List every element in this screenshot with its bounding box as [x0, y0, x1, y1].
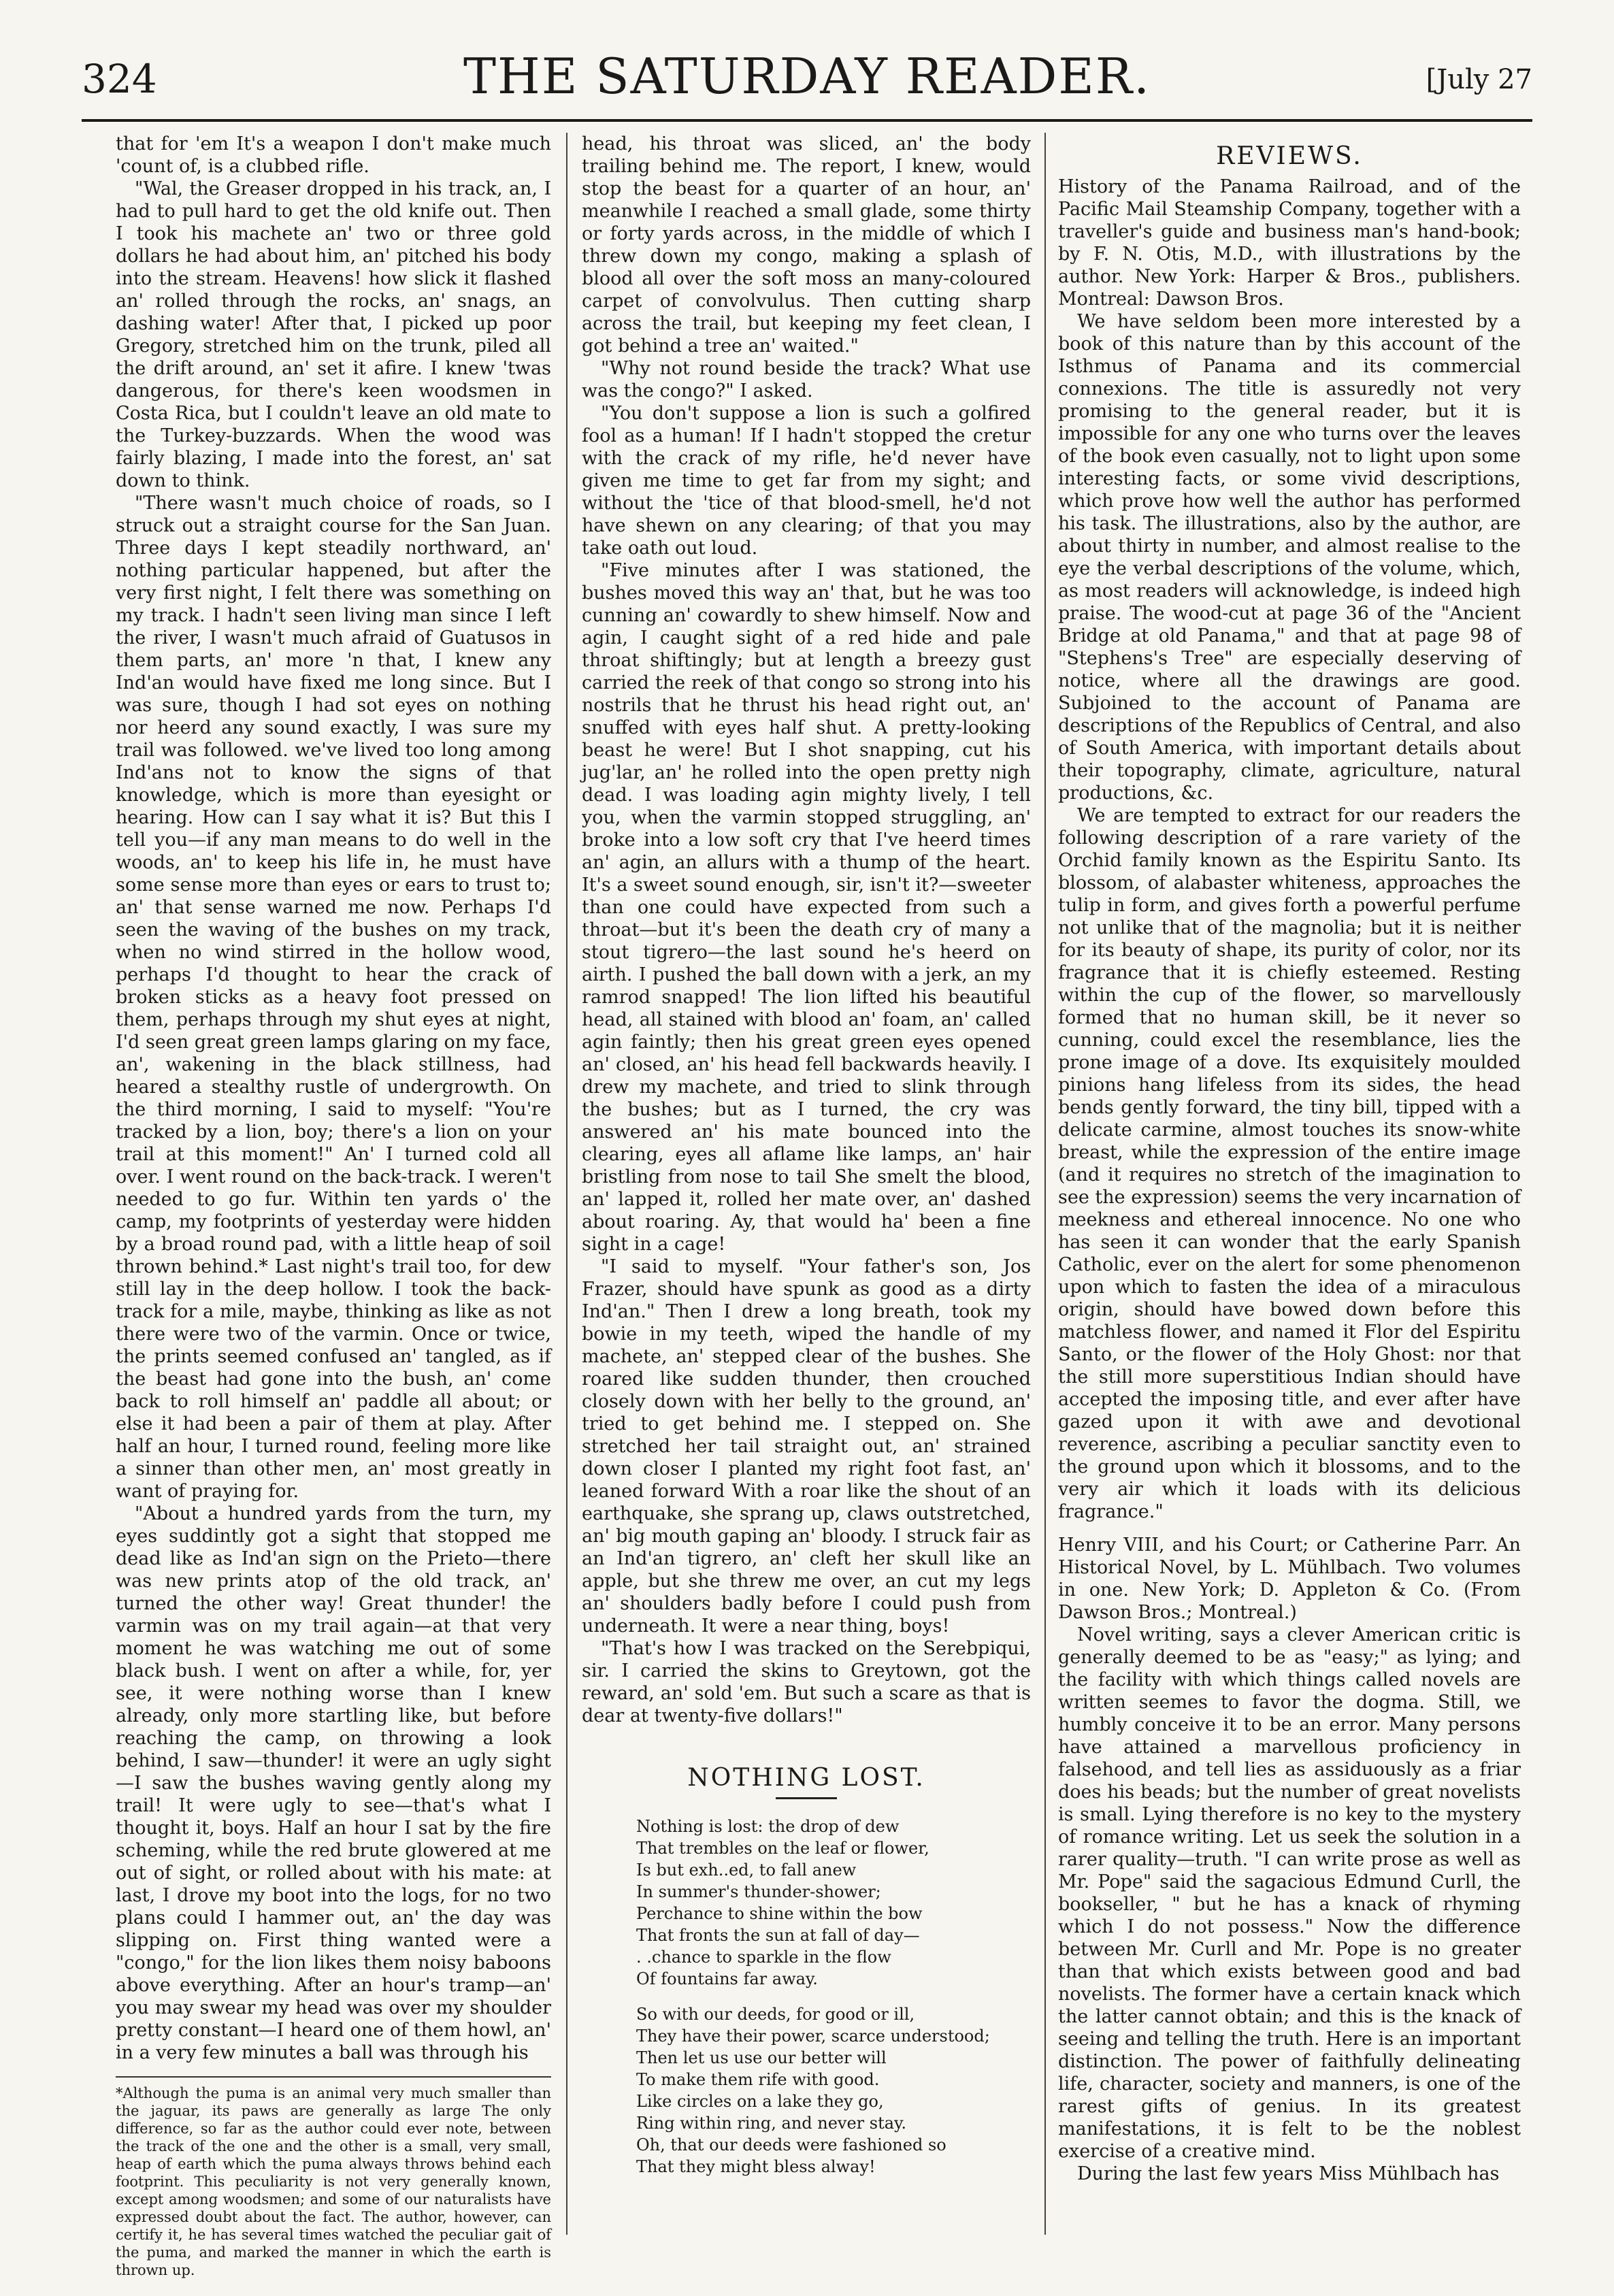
- issue-date: [July 27: [1426, 64, 1532, 95]
- review-heading: Henry VIII, and his Court; or Catherine Parr. An Historical Novel, by L. Mühlbach. Two volumes in one. New York; D. Appleton & Co. (From Dawson Bros.; Montreal.): [1058, 1535, 1521, 1623]
- poem-stanza: [636, 2003, 1004, 2178]
- poem-line: Then let us use our better will: [636, 2048, 887, 2067]
- paragraph: "Five minutes after I was stationed, the bushes moved this way an' that, but he was too cunning an' cowardly to shew himself. Now and agin, I caught sight of a red hide and pale throat shiftingly; but at length a breezy gust carried the reek of that congo so strong into his nostrils that he thrust his head right out, an' snuffed with eyes half shut. A pretty-looking beast he were! But I shot snapping, cut his jug'lar, an' he rolled into the open pretty nigh dead. I was loading agin mighty lively, I tell you, when the varmin stopped struggling, an' broke into a low soft cry that I've heerd times an' agin, an allurs with a thump of the heart. It's a sweet sound enough, sir, isn't it?—sweeter than one could have expected from such a throat—but it's been the death cry of many a stout tigrero—the last sound he's heerd on airth. I pushed the ball down with a jerk, an my ramrod snapped! The lion lifted his beautiful head, all stained with blood an' foam, an' called agin faintly; then his great green eyes opened an' closed, an' his head fell backwards heavily. I drew my machete, and tried to slink through the bushes; but as I turned, the cry was answered an' his mate bounced into the clearing, eyes all aflame like lamps, an' hair bristling from nose to tail She smelt the blood, an' lapped it, rolled her mate over, an' dashed about roaring. Ay, that would ha' been a fine sight in a cage!: [582, 560, 1031, 1255]
- paragraph: We have seldom been more interested by a book of this nature than by this account of the Isthmus of Panama and its commercial connexions. The title is assuredly not very promising to the general reader, but it is impossible for any one who turns over the leaves of the book even casually, not to light upon some interesting facts, or some vivid descriptions, which prove how well the author has performed his task. The illustrations, also by the author, are about thirty in number, and almost realise to the eye the verbal descriptions of the volume, which, as most readers will acknowledge, is indeed high praise. The wood-cut at page 36 of the "Ancient Bridge at old Panama," and that at page 98 of "Stephens's Tree" are especially deserving of notice, where all the drawings are good. Subjoined to the account of Panama are descriptions of the Republics of Central, and also of South America, with important details about their topography, climate, agriculture, natural productions, &c.: [1058, 311, 1521, 804]
- poem: [636, 1816, 1004, 2178]
- poem-line: They have their power, scarce understood;: [636, 2027, 990, 2046]
- poem-line: Of fountains far away.: [636, 1969, 818, 1988]
- paragraph: We are tempted to extract for our readers the following description of a rare variety of the Orchid family known as the Espiritu Santo. Its blossom, of alabaster whiteness, approaches the tulip in form, and gives forth a powerful perfume not unlike that of the magnolia; but it is neither for its beauty of shape, its purity of color, nor its fragrance that it is chiefly esteemed. Resting within the cup of the flower, so marvellously formed that no human skill, be it never so cunning, could excel the resemblance, lies the prone image of a dove. Its exquisitely moulded pinions hang lifeless from its sides, the head bends gently forward, the tiny bill, tipped with a delicate carmine, almost touches its snow-white breast, while the expression of the entire image (and it requires no stretch of the imagination to see the expression) seems the very incarnation of meekness and ethereal innocence. No one who has seen it can wonder that the early Spanish Catholic, ever on the alert for some phenomenon upon which to fasten the idea of a miraculous origin, should have bowed down before this matchless flower, and named it Flor del Espiritu Santo, or the flower of the Holy Ghost: nor that the still more superstitious Indian should have accepted the imposing title, and ever after have gazed upon it with awe and devotional reverence, ascribing a peculiar sanctity even to the ground upon which it blossoms, and to the very air which it loads with its delicious fragrance.": [1058, 805, 1521, 1522]
- masthead: THE SATURDAY READER.: [463, 48, 1151, 105]
- column-divider: [1044, 133, 1046, 2235]
- poem-line: Ring within ring, and never stay.: [636, 2114, 907, 2133]
- column-1: [116, 133, 551, 2278]
- section-title-reviews: REVIEWS.: [1216, 142, 1363, 170]
- paragraph: "There wasn't much choice of roads, so I struck out a straight course for the San Juan. Three days I kept steadily northward, an' nothing particular happened, but after the very first night, I felt there was something on my track. I hadn't seen living man since I left the river, I wasn't much afraid of Guatusos in them parts, an' more 'n that, I knew any Ind'an would have fixed me long since. But I was sure, though I had sot eyes on nothing nor heerd any sound exactly, I was sure my trail was followed. we've lived too long among Ind'ans not to know the signs of that knowledge, which is more than eyesight or hearing. How can I say what it is? But this I tell you—if any man means to do well in the woods, an' to keep his life in, he must have some sense more than eyes or ears to trust to; an' that sense warned me now. Perhaps I'd seen the waving of the bushes on my track, when no wind stirred in the hollow wood, perhaps I'd thought to hear the crack of broken sticks as a heavy foot pressed on them, perhaps through my shut eyes at night, I'd seen great green lamps glaring on my face, an', wakening in the black stillness, had heared a stealthy rustle of undergrowth. On the third morning, I said to myself: "You're tracked by a lion, boy; there's a lion on your trail at this moment!" An' I turned cold all over. I went round on the back-track. I weren't needed to go fur. Within ten yards o' the camp, my footprints of yesterday were hidden by a broad round pad, with a little heap of soil thrown behind.* Last night's trail too, for dew still lay in the deep hollow. I took the back-track for a mile, maybe, thinking as like as not there were two of the varmin. Once or twice, the prints seemed confused an' tangled, as if the beast had gone into the bush, an' come back to roll himself an' paddle all about; or else it had been a pair of them at play. After half an hour, I turned round, feeling more like a sinner than other men, an' most greatly in want of praying for.: [116, 493, 551, 1502]
- paragraph: that for 'em It's a weapon I don't make much 'count of, is a clubbed rifle.: [116, 133, 551, 177]
- poem-line: Is but exh..ed, to fall anew: [636, 1860, 857, 1880]
- poem-title: NOTHING LOST.: [687, 1764, 925, 1792]
- review-heading: History of the Panama Railroad, and of the Pacific Mail Steamship Company, together with a traveller's guide and business man's hand-book; by F. N. Otis, M.D., with illustrations by the author. New York: Harper & Bros., publishers. Montreal: Dawson Bros.: [1058, 176, 1521, 310]
- footnote-text: *Although the puma is an animal very much smaller than the jaguar, its paws are generally as large The only difference, so far as the author could ever note, between the track of the one and the other is a small, very small, heap of earth which the puma always throws behind each footprint. This peculiarity is not very generally known, except among woodsmen; and some of our naturalists have expressed doubt about the fact. The author, however, can certify it, he has several times watched the peculiar gait of the puma, and marked the manner in which the earth is thrown up.: [116, 2085, 551, 2278]
- poem-stanza: [636, 1816, 1004, 1990]
- title-rule: [776, 1797, 837, 1799]
- page-number: 324: [82, 56, 157, 102]
- poem-line: To make them rife with good.: [636, 2070, 880, 2089]
- poem-line: In summer's thunder-shower;: [636, 1882, 881, 1901]
- paragraph: "That's how I was tracked on the Serebpiqui, sir. I carried the skins to Greytown, got the reward, an' sold 'em. But such a scare as that is dear at twenty-five dollars!": [582, 1638, 1031, 1726]
- poem-line: That fronts the sun at fall of day—: [636, 1926, 920, 1945]
- poem-line: Perchance to shine within the bow: [636, 1904, 923, 1923]
- paragraph: "Why not round beside the track? What use was the congo?" I asked.: [582, 358, 1031, 401]
- paragraph: head, his throat was sliced, an' the body trailing behind me. The report, I knew, would stop the beast for a quarter of an hour, an' meanwhile I reached a small glade, some thirty or forty yards across, in the middle of which I threw down my congo, making a splash of blood all over the soft moss an many-coloured carpet of convolvulus. Then cutting sharp across the trail, but keeping my feet clean, I got behind a tree an' waited.": [582, 133, 1031, 357]
- poem-line: That they might bless alway!: [636, 2157, 876, 2176]
- paragraph: Novel writing, says a clever American critic is generally deemed to be as "easy;" as lying; and the facility with which things called novels are written seemes to favor the dogma. Still, we humbly conceive it to be an error. Many persons have attained a marvellous proficiency in falsehood, and tell lies as assiduously as a friar does his beads; but the number of great novelists is small. Lying therefore is no key to the mystery of romance writing. Let us seek the solution in a rarer quality—truth. "I can write prose as well as Mr. Pope" said the sagacious Edmund Curll, the bookseller, " but he has a knack of rhyming which I do not possess." Now the difference between Mr. Curll and Mr. Pope is no greater than that which exists between good and bad novelists. The former have a certain knack which the latter cannot obtain; and this is the knack of seeing and telling the truth. Here is an important distinction. The power of faithfully delineating life, character, society and manners, is one of the rarest gifts of genius. In its greatest manifestations, it is felt to be the noblest exercise of a creative mind.: [1058, 1624, 1521, 2162]
- paragraph: "You don't suppose a lion is such a golfired fool as a human! If I hadn't stopped the cretur with the crack of my rifle, he'd never have given me time to get far from my sight; and without the 'tice of that blood-smell, he'd not have shewn on any clearing; of that you may take oath out loud.: [582, 403, 1031, 559]
- poem-line: So with our deeds, for good or ill,: [636, 2005, 915, 2024]
- poem-line: That trembles on the leaf or flower,: [636, 1839, 929, 1858]
- page-header: [82, 48, 1532, 109]
- paragraph: "About a hundred yards from the turn, my eyes suddintly got a sight that stopped me dead like as Ind'an sign on the Prieto—there was new prints atop of the old track, an' turned the other way! Great thunder! the varmin was on my trail again—at that very moment he was watching me out of some black bush. I went on after a while, for, yer see, it were nothing worse than I knew already, only more startling like, but before reaching the camp, on throwing a look behind, I saw—thunder! it were an ugly sight —I saw the bushes waving gently along my trail! It were ugly to see—that's what I thought it, boys. Half an hour I sat by the fire scheming, while the red brute glowered at me out of sight, or rolled about with his mate: at last, I drove my boot into the logs, for no two plans could I hammer out, an' the day was slipping on. First thing wanted were a "congo," for the lion likes them noisy baboons above everything. After an hour's tramp—an' you may swear my head was over my shoulder pretty constant—I heard one of them howl, an' in a very few minutes a ball was through his: [116, 1503, 551, 2063]
- paragraph: During the last few years Miss Mühlbach has: [1077, 2163, 1500, 2184]
- poem-line: . .chance to sparkle in the flow: [636, 1948, 891, 1967]
- poem-line: Nothing is lost: the drop of dew: [636, 1817, 900, 1836]
- poem-line: Like circles on a lake they go,: [636, 2092, 884, 2111]
- footnote: [116, 2076, 551, 2279]
- paragraph: "Wal, the Greaser dropped in his track, an, I had to pull hard to get the old knife out. Then I took his machete an' two or three gold dollars he had about him, an' pitched his body into the stream. Heavens! how slick it flashed an' rolled through the rocks, an' snags, an dashing water! After that, I picked up poor Gregory, stretched him on the trunk, piled all the drift around, an' set it afire. I knew 'twas dangerous, for there's keen woodsmen in Costa Rica, but I couldn't leave an old mate to the Turkey-buzzards. When the wood was fairly blazing, I made into the forest, an' sat down to think.: [116, 178, 551, 491]
- header-rule: [82, 119, 1532, 122]
- column-3: [1058, 133, 1521, 2255]
- column-2: [582, 133, 1031, 2255]
- poem-line: Oh, that our deeds were fashioned so: [636, 2135, 946, 2154]
- column-divider: [566, 133, 567, 2235]
- paragraph: "I said to myself. "Your father's son, Jos Frazer, should have spunk as good as a dirty Ind'an." Then I drew a long breath, took my bowie in my teeth, wiped the handle of my machete, an' stepped clear of the bushes. She roared like sudden thunder, then crouched closely down with her belly to the ground, an' tried to get behind me. I stepped on. She stretched her tail straight out, an' strained down closer I planted my right foot fast, an' leaned forward With a roar like the shout of an earthquake, she sprang up, claws outstretched, an' big mouth gaping an' bloody. I struck fair as an Ind'an tigrero, an' cleft her skull like an apple, but she threw me over, an cut my legs an' shoulders badly before I could push from underneath. It were a near thing, boys!: [582, 1256, 1031, 1637]
